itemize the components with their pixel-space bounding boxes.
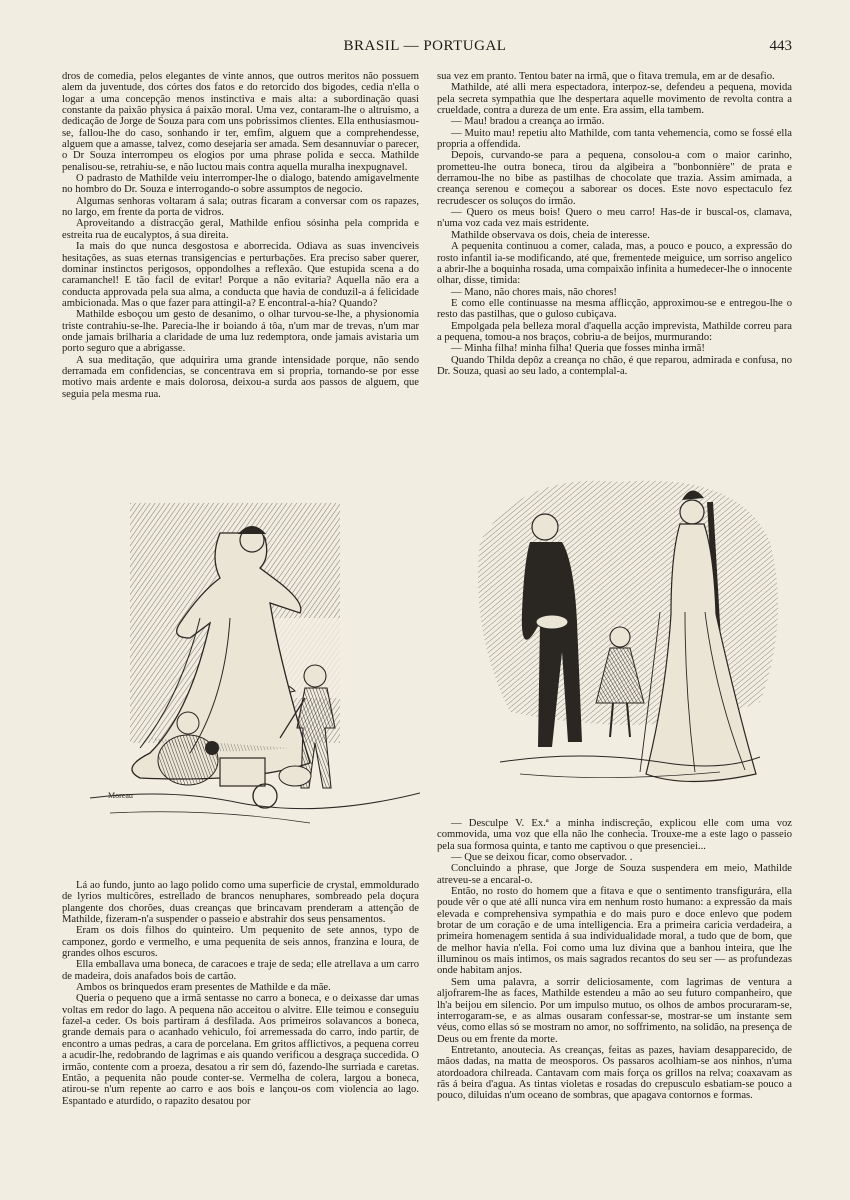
child-head xyxy=(610,627,630,647)
paragraph: Eram os dois filhos do quinteiro. Um pequenito de sete annos, typo de camponez, gordo e vermelho, e uma pequenita de seis annos, franzina e loura, de grandes olhos escuros. xyxy=(62,925,419,960)
text-column-left-top xyxy=(62,71,419,400)
paragraph: Entretanto, anoutecia. As creanças, feitas as pazes, haviam desapparecido, de mãos dadas, na matta de meosporos. Os passaros acolhiam-se aos ninhos, n'uma atordoadora chilreada. Cantavam com mais força os grillos na relva; coaxavam as rãs á beira d'agua. As tintas violetas e rosadas do crepusculo esbatiam-se pouco a pouco, diluidas n'um oceano de sombras, que apagava contornos e formas. xyxy=(437,1044,792,1102)
paragraph: — Mano, não chores mais, não chores! xyxy=(451,286,617,298)
paragraph: sua vez em pranto. Tentou bater na irmã, que o fitava tremula, em ar de desafio. xyxy=(437,71,775,82)
paragraph: Ambos os brinquedos eram presentes de Mathilde e da mãe. xyxy=(76,982,331,994)
text-column-right-top xyxy=(437,71,792,377)
paragraph: A sua meditação, que adquirira uma grande intensidade porque, não sendo derramada em confidencias, se concentrava em si propria, tornando-se por esse motivo mais ardente e mais dolorosa, deixou-a surda aos passos de alguem, que seguia pela mesma rua. xyxy=(62,354,419,400)
illustration-couple-with-child xyxy=(460,462,780,807)
paragraph: Mathilde, até alli mera espectadora, interpoz-se, defendeu a pequena, movida pela secreta sympathia que lhe despertara aquelle movimento de revolta contra a crueldade, contra a dureza de um ente. Era assim, ella tambem. xyxy=(437,82,792,117)
gentleman-head xyxy=(532,514,558,540)
paragraph: Depois, curvando-se para a pequena, consolou-a com o maior carinho, prometteu-lhe outra boneca, tirou da algibeira a "bonbonnière" de prata e derramou-lhe no bibe as pastilhas de chocolate que trazia. Assim amimada, a creança serenou e começou a saborear os doces. Este novo espectaculo fez recrudescer os soluços do irmão. xyxy=(437,150,792,207)
paragraph: — Muito mau! repetiu alto Mathilde, com tanta vehemencia, como se fossé ella propria a offendida. xyxy=(437,127,792,151)
paragraph: — Mau! bradou a creança ao irmão. xyxy=(451,116,605,128)
paragraph: Ella emballava uma boneca, de caracoes e traje de seda; elle atrellava a um carro de madeira, dois anafados bois de cartão. xyxy=(62,959,419,982)
toy-cart xyxy=(220,758,265,786)
paragraph: Quando Thilda depôz a creança no chão, é que reparou, admirada e confusa, no Dr. Souza, quasi ao seu lado, a contemplal-a. xyxy=(437,354,792,377)
engraving-right xyxy=(460,462,780,807)
paragraph: Ia mais do que nunca desgostosa e aborrecida. Odiava as suas invenciveis hesitações, as suas eternas transigencias e perturbações. Era preciso saber querer, dominar instinctos perigosos, oppondolhes a reflexão. Que estupida scena a do caramanchel! E tão facil de evitar! Porque a não evitaria? Aquella não era a conducta approvada pela sua alma, a conducta que havia de conduzil-a á felicidade ambicionada. Mas o que fazer para attingil-a? E encontral-a-hia? Quando? xyxy=(62,241,419,309)
paragraph: — Que se deixou ficar, como observador. . xyxy=(451,852,633,864)
paragraph: A pequenita continuou a comer, calada, mas, a pouco e pouco, a expressão do rosto infantil ia-se modificando, até que, frementede meiguice, um sorriso angelico a abrir-lhe a boquinha rosada, uma compaixão infinita a humedecer-lhe o innocente olhar, disse, timida: xyxy=(437,241,792,287)
paragraph: Mathilde esboçou um gesto de desanimo, o olhar turvou-se-lhe, a physionomia triste contrahiu-se-lhe. Parecia-lhe ir boiando á tôa, n'um mar de trevas, n'um mar onde jamais brilharia a claridade de uma luz redemptora, onde jamais avistaria um porto seguro que a abrigasse. xyxy=(62,309,419,355)
paragraph: Então, no rosto do homem que a fitava e que o sentimento transfigurára, ella poude vêr o que até alli nunca vira em nenhum rosto humano: a expressão da mais elevada e comprehensiva sympathia e do mais puro e doce enlevo que podem brotar de um coração e de uma intelligencia. Era a primeira caricia verdadeira, a primeira homenagem sentida á sua individualidade moral, a tudo que de bom, que de melhor havia n'ella. Foi como uma luz divina que a banhou inteira, que lhe illuminou os mais intimos, os mais sagrados recantos do seu ser — as profundezas onde habitam anjos. xyxy=(437,886,792,977)
paragraph: E como elle continuasse na mesma afflicção, approximou-se e entregou-lhe o resto das pastilhas, que o guloso cubiçava. xyxy=(437,297,792,321)
paragraph: Mathilde observava os dois, cheia de interesse. xyxy=(451,229,650,241)
text-column-left-bottom xyxy=(62,880,419,1107)
doll xyxy=(205,741,219,755)
cart-wheel xyxy=(253,784,277,808)
paragraph: Sem uma palavra, a sorrir deliciosamente, com lagrimas de ventura a aljofrarem-lhe as faces, Mathilde estendeu a mão ao seu futuro companheiro, que lh'a beijou em silencio. Por um impulso mutuo, os olhos de ambos procuraram-se, interrogaram-se, e as almas ousaram confessar-se, mostrar-se um instante sem véus, como ellas só se mostram no amor, no soffrimento, na solidão, na presença de Deus ou em frente da morte. xyxy=(437,976,792,1045)
paragraph: Aproveitando a distracção geral, Mathilde enfiou sósinha pela comprida e estreita rua de eucalyptos, á sua direita. xyxy=(62,218,419,241)
page-header xyxy=(0,38,850,58)
illustration-children-by-lake xyxy=(90,498,420,843)
paragraph: Queria o pequeno que a irmã sentasse no carro a boneca, e o deixasse dar umas voltas em redor do lago. A pequena não acceitou o alvitre. Elle teimou e conseguiu fazel-a ceder. Os bois partiram á desfilada. Aos primeiros solavancos a boneca, grande demais para o acanhado vehiculo, foi arremessada do carro, indo partir, de encontro a umas pedras, a cara de porcelana. Em gritos afflictivos, a pequena correu a acudir-lhe, redobrando de lagrimas e ais quando verificou a desgraça succedida. O irmão, contente com a proeza, desatou a rir sem dó, fazendo-lhe surriada e caretas. Então, a pequenita não poude conter-se. Vermelha de colera, largou a boneca, atirou-se n'um repente ao carro e aos bois e lançou-os com violencia ao lago. Espantado e aturdido, o rapazito desatou por xyxy=(62,993,419,1107)
paragraph: Concluindo a phrase, que Jorge de Souza suspendera em meio, Mathilde atreveu-se a encaral-o. xyxy=(437,863,792,886)
artist-signature: Moreau xyxy=(108,791,133,800)
paragraph: Algumas senhoras voltaram á sala; outras ficaram a conversar com os rapazes, no largo, em frente da porta de vidros. xyxy=(62,195,419,219)
paragraph: dros de comedia, pelos elegantes de vinte annos, que outros meritos não possuem alem da juventude, dos córtes dos fatos e do retorcido dos bigodes, cedia n'ella o logar a uma concepção menos instinctiva e mais alta: a subordinação quasi constante da paixão physica á paixão moral. Uma vez, contaram-lhe o altruismo, a dedicação de Jorge de Souza para com uns pobrissimos clientes. Ella enthusiasmou-se, fallou-lhe do caso, sonhando ir ter, emfim, alguem que a comprehendesse, alguem que a amasse, talvez, como desejaria ser amada. Sem desannuviar o parecer, o Dr Souza interrompeu os elogios por uma phrase polida e secca. Mathilde penalisou-se, retrahiu-se, e não luctou mais contra aquella muralha inexpugnavel. xyxy=(62,71,419,173)
toy-ox xyxy=(279,766,311,786)
paragraph: — Desculpe V. Ex.ª a minha indiscreção, explicou elle com uma voz commovida, uma voz que ella não lhe conhecia. Trouxe-me a este lago o passeio pela sua formosa quinta, e tanto me captivou o que presenciei... xyxy=(437,818,792,852)
lady-head xyxy=(680,500,704,524)
paragraph: O padrasto de Mathilde veiu interromper-lhe o dialogo, batendo amigavelmente no hombro do Dr. Souza e interrogando-o sobre assumptos de negocio. xyxy=(62,173,419,196)
hat xyxy=(536,615,568,629)
boy-head xyxy=(304,665,326,687)
running-title: BRASIL — PORTUGAL xyxy=(343,38,507,54)
engraving-left xyxy=(90,498,420,843)
paragraph: — Minha filha! minha filha! Queria que fosses minha irmã! xyxy=(451,343,705,355)
paragraph: — Quero os meus bois! Quero o meu carro! Has-de ir buscal-os, clamava, n'uma voz cada vez mais estridente. xyxy=(437,207,792,230)
page-number: 443 xyxy=(769,38,792,54)
paragraph: Lá ao fundo, junto ao lago polido como uma superficie de crystal, emmoldurado de lyrios multicôres, estrellado de brancos nenuphares, sombreado pela doçura plangente dos chorões, duas creanças que brincavam prenderam a attenção de Mathilde, fizeram-n'a suspender o passeio e abstrahir dos seus pensamentos. xyxy=(62,880,419,926)
paragraph: Empolgada pela belleza moral d'aquella acção imprevista, Mathilde correu para a pequena, tomou-a nos braços, cobriu-a de beijos, murmurando: xyxy=(437,320,792,343)
text-column-right-bottom xyxy=(437,818,792,1102)
